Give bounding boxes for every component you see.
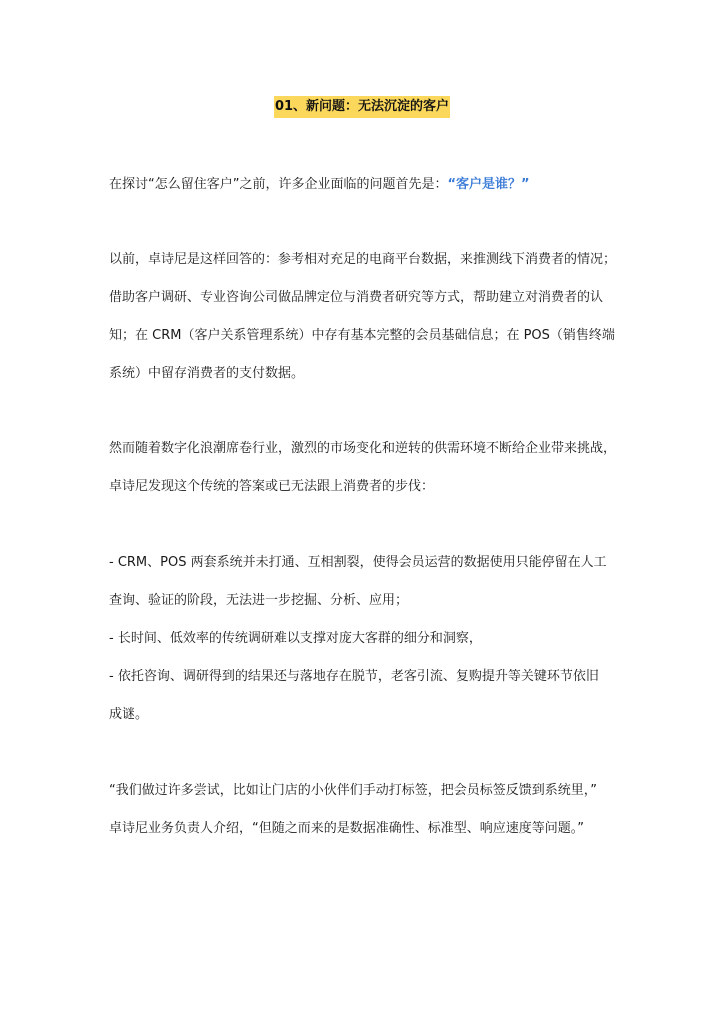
paragraph3-line-2: 卓诗尼发现这个传统的答案或已无法跟上消费者的步伐：	[109, 479, 435, 494]
bullet-line-2: 查询、验证的阶段，无法进一步挖掘、分析、应用；	[109, 593, 409, 608]
bullet-line-4: - 依托咨询、调研得到的结果还与落地存在脱节，老客引流、复购提升等关键环节依旧	[109, 669, 599, 684]
intro-paragraph	[109, 175, 609, 195]
intro-text: 在探讨“怎么留住客户”之前，许多企业面临的问题首先是：	[109, 177, 448, 192]
bullet-line-3: - 长时间、低效率的传统调研难以支撑对庞大客群的细分和洞察，	[109, 631, 482, 646]
paragraph3-line-1: 然而随着数字化浪潮席卷行业，激烈的市场变化和逆转的供需环境不断给企业带来挑战，	[109, 441, 617, 456]
quote-line-1: “我们做过许多尝试，比如让门店的小伙伴们手动打标签，把会员标签反馈到系统里，”	[109, 783, 597, 798]
paragraph2-line-1: 以前，卓诗尼是这样回答的：参考相对充足的电商平台数据，来推测线下消费者的情况；	[109, 252, 617, 267]
section-heading	[0, 96, 724, 118]
paragraph2-line-3: 知；在 CRM（客户关系管理系统）中存有基本完整的会员基础信息；在 POS（销售终端	[109, 328, 615, 343]
intro-highlight: “客户是谁？”	[447, 177, 530, 192]
quote-line-2: 卓诗尼业务负责人介绍，“但随之而来的是数据准确性、标准型、响应速度等问题。”	[109, 821, 584, 836]
bullet-line-5: 成谜。	[109, 707, 149, 722]
paragraph2-line-2: 借助客户调研、专业咨询公司做品牌定位与消费者研究等方式，帮助建立对消费者的认	[109, 290, 604, 305]
paragraph2-line-4: 系统）中留存消费者的支付数据。	[109, 366, 305, 381]
bullet-line-1: - CRM、POS 两套系统并未打通、互相割裂，使得会员运营的数据使用只能停留在人工	[109, 555, 607, 570]
section-heading-text: 01、新问题：无法沉淀的客户	[274, 96, 450, 118]
